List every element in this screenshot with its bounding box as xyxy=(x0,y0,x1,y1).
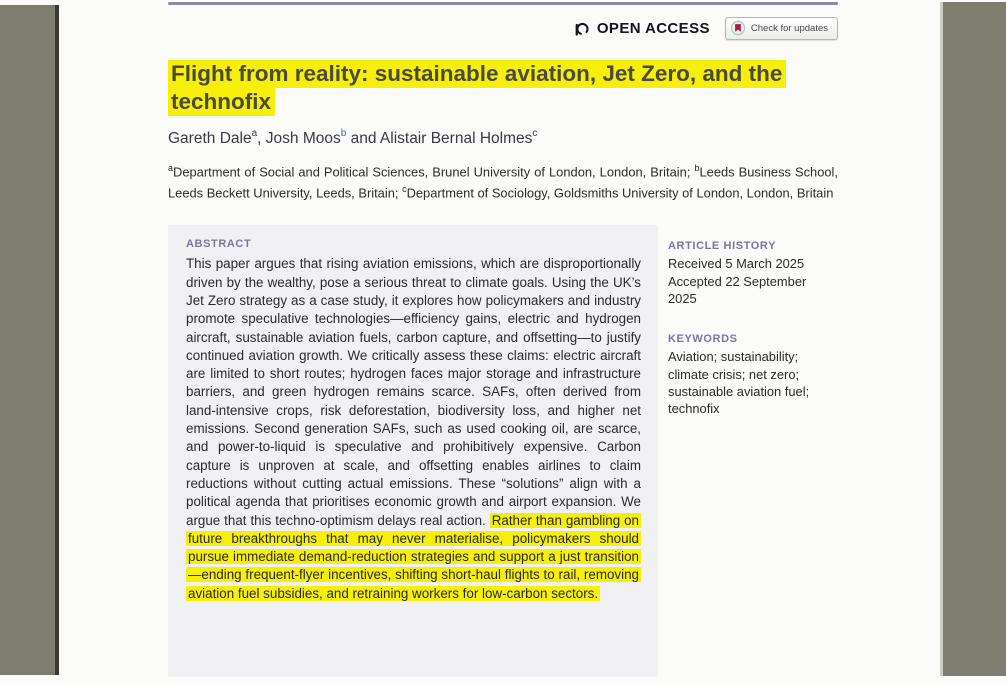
authors-line xyxy=(168,129,838,148)
affiliation-text: Department of Sociology, Goldsmiths University of London, London, Britain xyxy=(406,185,834,201)
author-affiliation-ref-c: c xyxy=(532,128,538,139)
article-history-block xyxy=(668,240,838,307)
open-lock-icon xyxy=(572,19,591,38)
article-title xyxy=(168,60,838,116)
keywords-heading: KEYWORDS xyxy=(668,333,738,346)
open-access-label: OPEN ACCESS xyxy=(596,19,710,37)
affiliation-marker-c: c xyxy=(402,183,407,194)
article-history-heading: ARTICLE HISTORY xyxy=(668,240,777,253)
affiliation-marker-b: b xyxy=(694,163,700,174)
received-date: Received 5 March 2025 xyxy=(668,256,805,272)
keywords-block xyxy=(668,333,838,417)
accepted-date: Accepted 22 September 2025 xyxy=(668,273,807,306)
abstract-heading: ABSTRACT xyxy=(186,238,252,251)
crossmark-icon xyxy=(730,20,746,36)
keywords-list: Aviation; sustainability; climate crisis; net zero; sustainable aviation fuel; technofix xyxy=(668,349,810,417)
article-title-line2: technofix xyxy=(168,88,275,116)
article-meta-column xyxy=(668,225,838,677)
check-for-updates-label: Check for updates xyxy=(750,22,828,34)
article-title-line1: Flight from reality: sustainable aviation, Jet Zero, and the xyxy=(168,60,786,88)
article-badges-row xyxy=(168,15,838,41)
affiliation-text: Leeds Business School, Leeds Beckett University, Leeds, Britain; xyxy=(168,164,838,201)
author-name: Josh Moos xyxy=(265,130,341,148)
affiliations xyxy=(168,160,838,201)
author-affiliation-ref-b[interactable]: b xyxy=(340,128,347,139)
author-name: Alistair Bernal Holmes xyxy=(379,130,533,148)
author-name: Gareth Dale xyxy=(168,130,252,148)
abstract-text xyxy=(186,255,641,603)
author-separator: and xyxy=(346,130,380,148)
author-affiliation-ref-a: a xyxy=(251,128,258,139)
abstract-highlighted-text: Rather than gambling on future breakthroughs that may never materialise, policymakers should pursue immediate demand-reduction strategies and support a just transition—ending frequent-flyer incentives, shifting short-haul flights to rail, removing aviation fuel subsidies, and retraining workers for low-carbon sectors. xyxy=(188,512,639,601)
affiliation-marker-a: a xyxy=(168,163,174,174)
check-for-updates-button[interactable] xyxy=(725,17,838,40)
abstract-box xyxy=(168,225,658,677)
viewer-left-edge xyxy=(0,5,59,675)
abstract-section xyxy=(168,225,838,677)
article-first-page xyxy=(168,0,838,677)
abstract-body: This paper argues that rising aviation emissions, which are disproportionally driven by the wealthy, pose a serious threat to climate goals. Using the UK’s Jet Zero strategy as a case study, it explores how policymakers and industry promote speculative technologies—efficiency gains, electric and hydrogen aircraft, sustainable aviation fuels, carbon capture, and offsetting—to justify continued aviation growth. We critically assess these claims: electric aircraft are limited to short routes; hydrogen faces major storage and infrastructure barriers, and green hydrogen remains scarce. SAFs, often derived from land-intensive crops, risk deforestation, biodiversity loss, and higher net emissions. Second generation SAFs, such as used cooking oil, are scarce, and power-to-liquid is speculative and prohibitively expensive. Carbon capture is unproven at scale, and offsetting enables airlines to claim reductions without cutting actual emissions. These “solutions” align with a political agenda that prioritises economic growth and airport expansion. We argue that this techno-optimism delays real action. xyxy=(186,256,641,528)
open-access-link[interactable] xyxy=(572,19,710,38)
author-separator: , xyxy=(257,130,266,148)
affiliation-text: Department of Social and Political Sciences, Brunel University of London, London, Britain; xyxy=(173,164,695,180)
viewer-right-edge xyxy=(940,2,1006,676)
